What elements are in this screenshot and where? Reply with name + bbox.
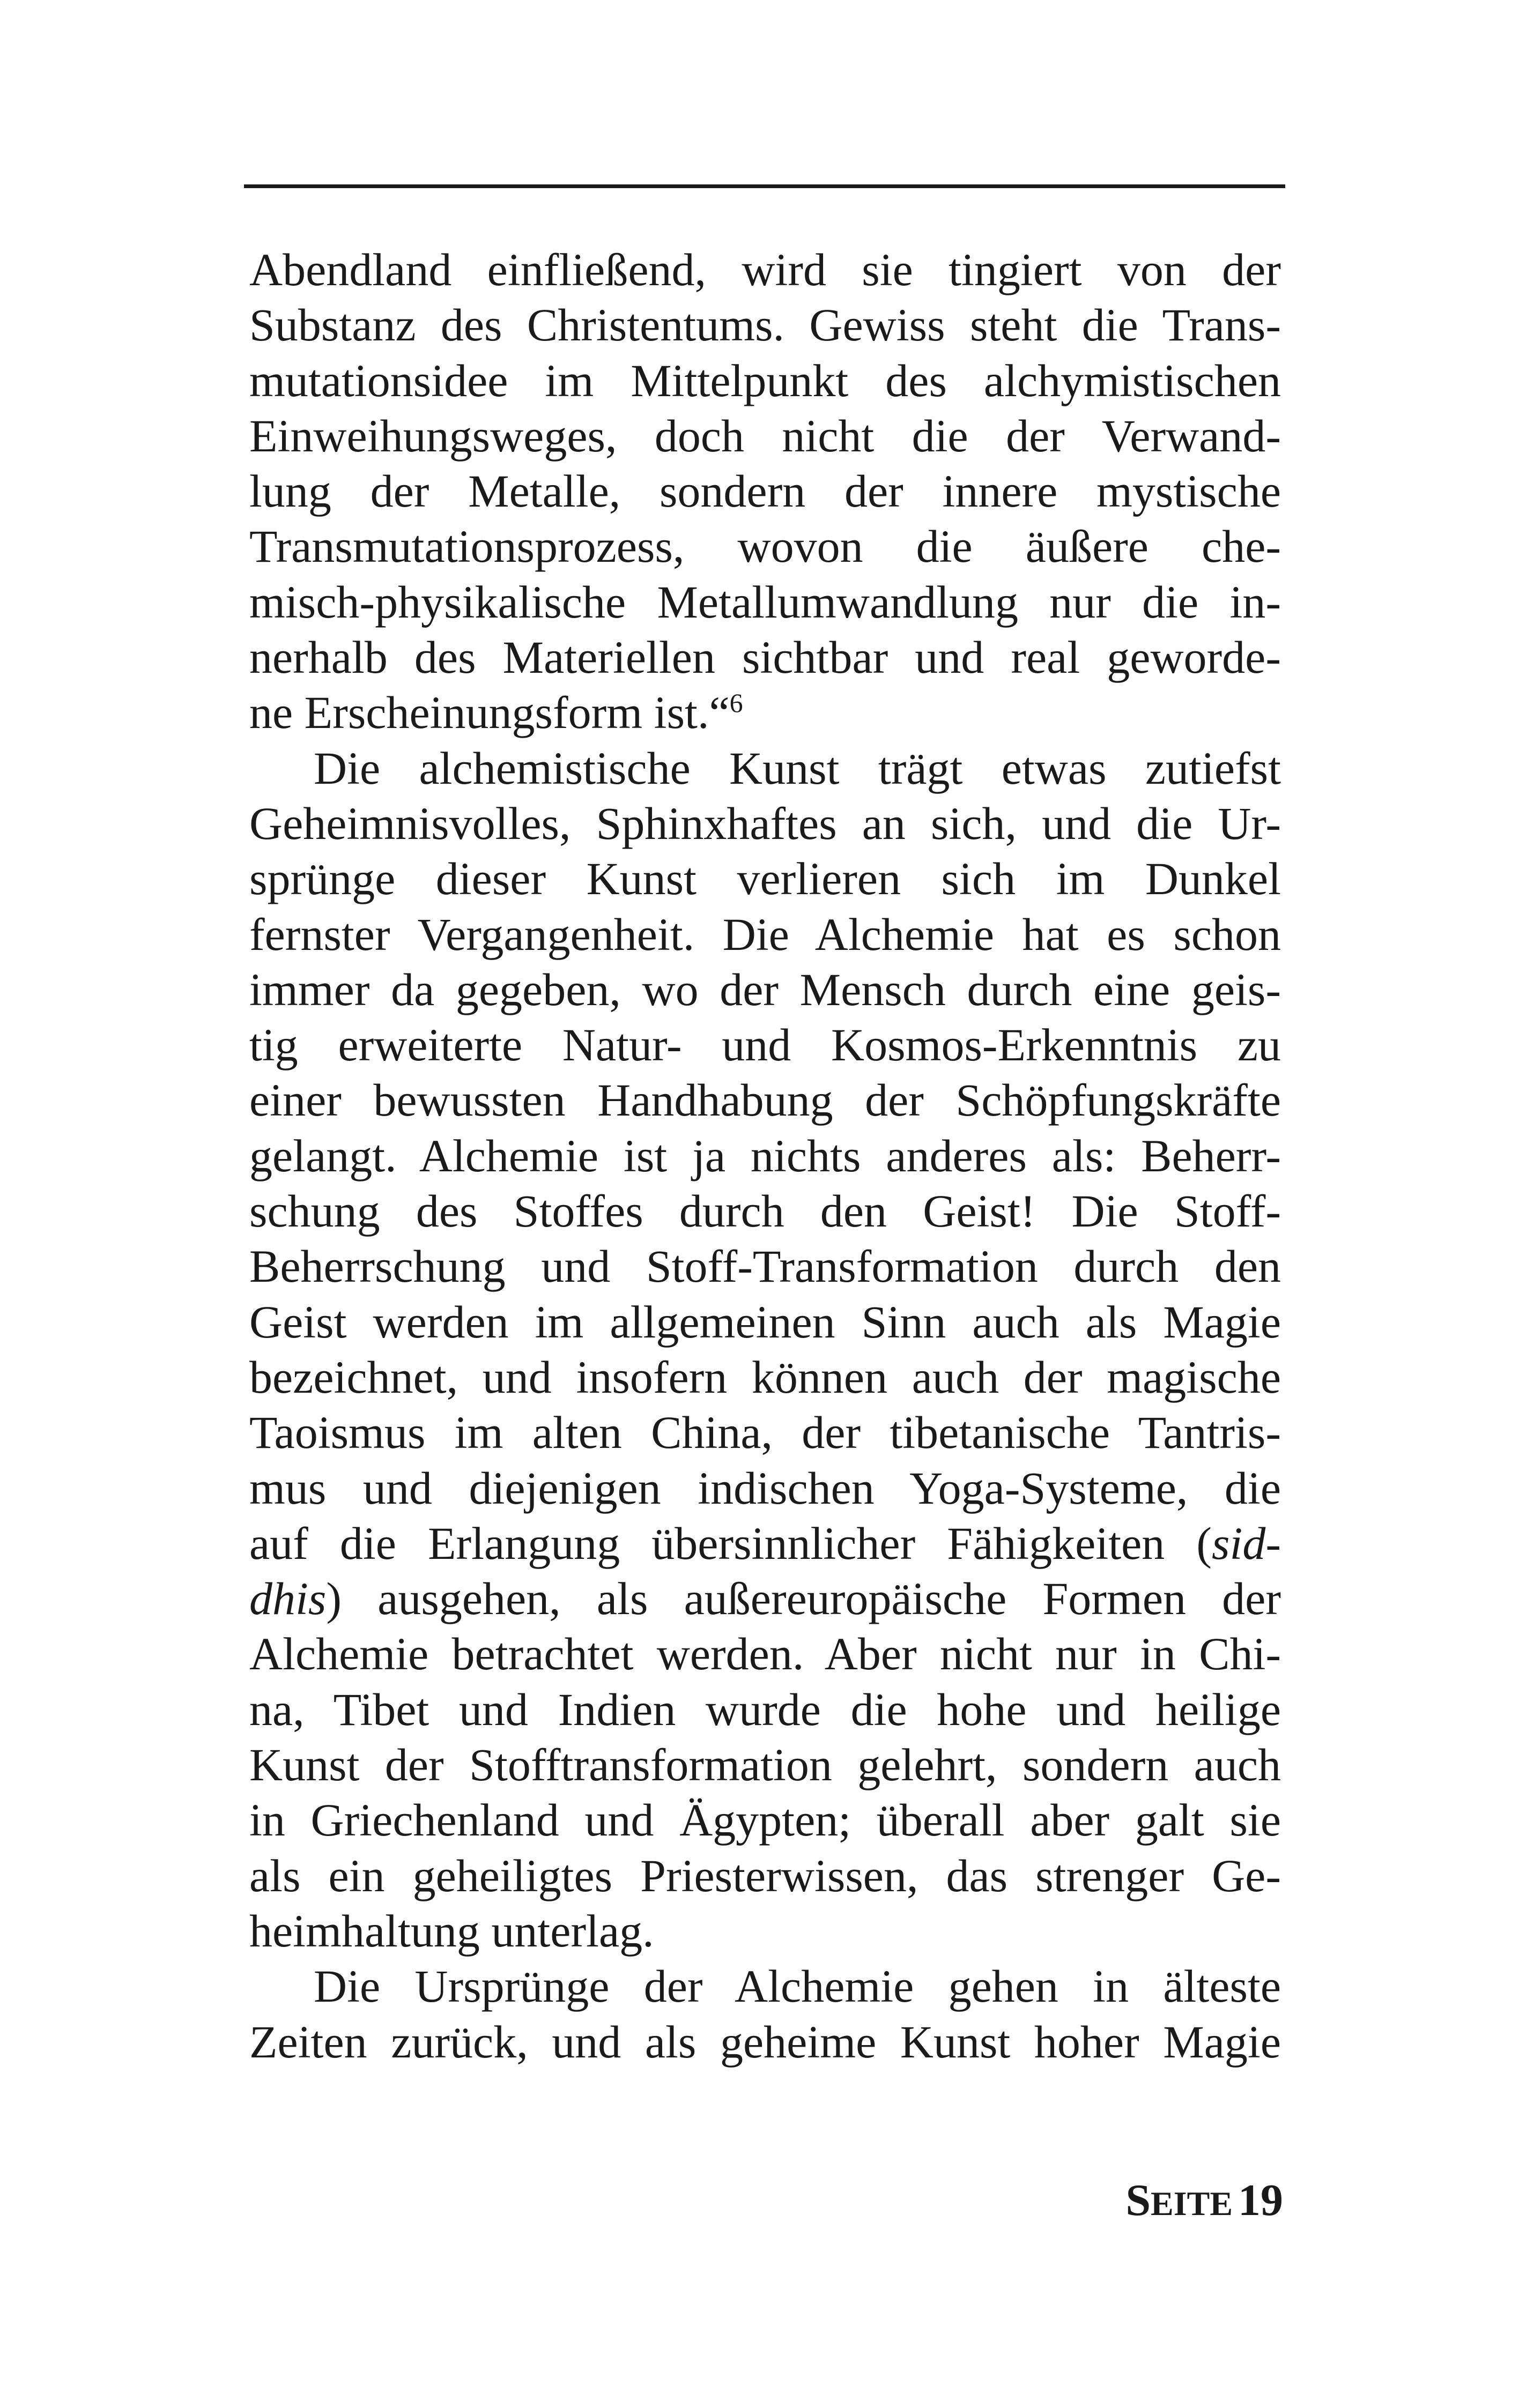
text-line: einer bewussten Handhabung der Schöpfungskräfte <box>249 1074 1281 1126</box>
text-line: mutationsidee im Mittelpunkt des alchymistischen <box>249 354 1281 406</box>
page-label-rest: EITE <box>1151 2184 1233 2223</box>
text-line: Transmutationsprozess, wovon die äußere che- <box>249 521 1281 573</box>
text-line: Beherrschung und Stoff-Transformation durch den <box>249 1240 1281 1292</box>
text-line: schung des Stoffes durch den Geist! Die Stoff- <box>249 1185 1281 1237</box>
text-line: tig erweiterte Natur- und Kosmos-Erkenntnis zu <box>249 1019 1281 1071</box>
paragraph-2 <box>249 741 1281 1959</box>
text-line: Die Ursprünge der Alchemie gehen in älteste <box>314 1960 1281 2012</box>
page-number <box>1125 2174 1283 2231</box>
text-line: Zeiten zurück, und als geheime Kunst hoher Magie <box>249 2016 1281 2068</box>
text-line: Die alchemistische Kunst trägt etwas zutiefst <box>314 742 1281 794</box>
page-number-value: 19 <box>1238 2175 1283 2225</box>
text-line <box>249 1516 1281 1571</box>
italic-term: dhis <box>249 1573 327 1625</box>
text-line: in Griechenland und Ägypten; überall aber galt sie <box>249 1794 1281 1846</box>
text-line: als ein geheiligtes Priesterwissen, das strenger Ge- <box>249 1849 1281 1901</box>
text-line-content: auf die Erlangung übersinnlicher Fähigkeiten ( <box>249 1517 1212 1569</box>
footnote-reference[interactable]: 6 <box>729 688 743 718</box>
text-line-content: ) ausgehen, als außereuropäische Formen der <box>326 1573 1281 1625</box>
text-line: misch-physikalische Metallumwandlung nur die in- <box>249 576 1281 628</box>
header-rule <box>244 184 1285 188</box>
text-line: Taoismus im alten China, der tibetanische Tantris- <box>249 1407 1281 1459</box>
page-label-initial: S <box>1125 2175 1151 2225</box>
text-line: gelangt. Alchemie ist ja nichts anderes als: Beherr- <box>249 1129 1281 1181</box>
body-text <box>249 242 1281 2070</box>
text-line: Abendland einfließend, wird sie tingiert von der <box>249 244 1281 295</box>
text-line: heimhaltung unterlag. <box>249 1905 654 1957</box>
text-line: Alchemie betrachtet werden. Aber nicht nur in Chi- <box>249 1628 1281 1680</box>
text-line: bezeichnet, und insofern können auch der magische <box>249 1351 1281 1403</box>
text-line: fernster Vergangenheit. Die Alchemie hat es schon <box>249 908 1281 960</box>
text-line: na, Tibet und Indien wurde die hohe und heilige <box>249 1683 1281 1735</box>
text-line: sprünge dieser Kunst verlieren sich im Dunkel <box>249 853 1281 905</box>
text-line: nerhalb des Materiellen sichtbar und real geworde- <box>249 631 1281 683</box>
paragraph-3 <box>249 1959 1281 2070</box>
text-line: lung der Metalle, sondern der innere mystische <box>249 465 1281 517</box>
text-line: immer da gegeben, wo der Mensch durch eine geis- <box>249 963 1281 1015</box>
text-line-content: ne Erscheinungsform ist.“ <box>249 687 730 739</box>
text-line: Geheimnisvolles, Sphinxhaftes an sich, und die Ur- <box>249 797 1281 849</box>
italic-term: sid- <box>1212 1517 1281 1569</box>
text-line: mus und diejenigen indischen Yoga-Systeme, die <box>249 1462 1281 1514</box>
text-line: Einweihungsweges, doch nicht die der Verwand- <box>249 410 1281 462</box>
text-line <box>249 1571 1281 1626</box>
text-line: Kunst der Stofftransformation gelehrt, sondern auch <box>249 1739 1281 1791</box>
paragraph-1 <box>249 242 1281 741</box>
text-line: Geist werden im allgemeinen Sinn auch als Magie <box>249 1296 1281 1348</box>
text-line <box>249 685 1281 740</box>
text-line: Substanz des Christentums. Gewiss steht die Trans- <box>249 299 1281 351</box>
